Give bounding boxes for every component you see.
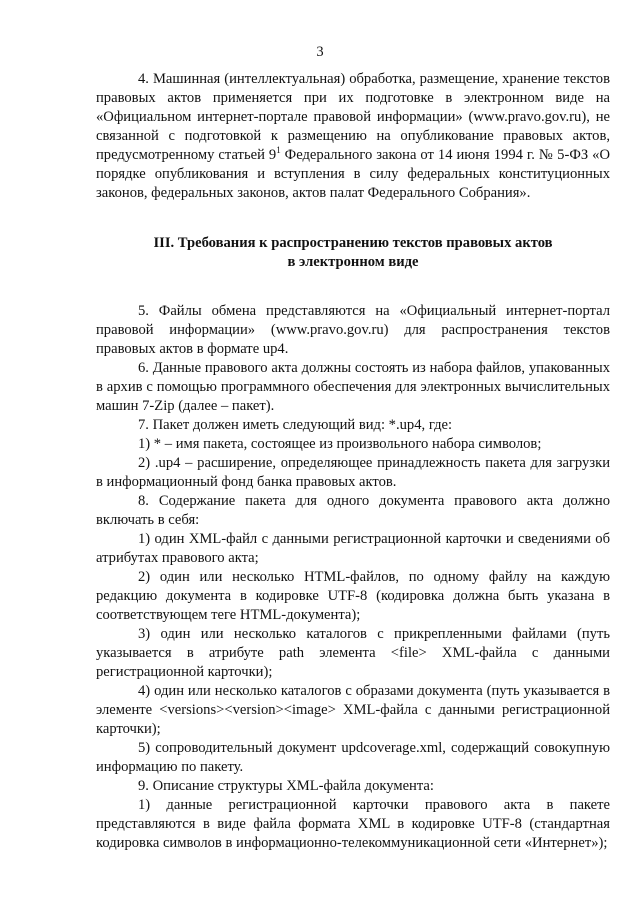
- paragraph-8-item-5: 5) сопроводительный документ updcoverage.xml, содержащий совокупную информацию по пакету.: [96, 740, 610, 775]
- heading-line-1: III. Требования к распространению текстов правовых актов: [153, 235, 553, 251]
- paragraph-8-item-4: 4) один или несколько каталогов с образами документа (путь указывается в элементе <versions><version><image> XML-файла с данными регистрационной карточки);: [96, 683, 610, 737]
- paragraph-8-item-3: 3) один или несколько каталогов с прикрепленными файлами (путь указывается в атрибуте path элемента <file> XML-файла с данными регистрационной карточки);: [96, 626, 610, 680]
- heading-line-2: в электронном виде: [287, 254, 419, 270]
- article-superscript: 1: [276, 145, 281, 156]
- paragraph-4-text: 4. Машинная (интеллектуальная) обработка, размещение, хранение текстов правовых актов применяется при их подготовке в электронном виде на «Официальном интернет-портале правовой информации» (www.pravo.gov.ru), не связанной с подготовкой к размещению на опубликование правовых актов, предусмотренному статьей 9: [96, 71, 610, 163]
- paragraph-7-item-2: 2) .up4 – расширение, определяющее принадлежность пакета для загрузки в информационный фонд банка правовых актов.: [96, 455, 610, 490]
- section-heading: [96, 234, 610, 272]
- paragraph-8-item-2: 2) один или несколько HTML-файлов, по одному файлу на каждую редакцию документа в кодировке UTF-8 (кодировка должна быть указана в соответствующем теге HTML-документа);: [96, 569, 610, 623]
- section-body: [96, 302, 610, 853]
- paragraph-5: 5. Файлы обмена представляются на «Официальный интернет-портал правовой информации» (www.pravo.gov.ru) для распространения текстов правовых актов в формате up4.: [96, 303, 610, 357]
- paragraph-7: 7. Пакет должен иметь следующий вид: *.up4, где:: [138, 417, 453, 433]
- paragraph-8: 8. Содержание пакета для одного документа правового акта должно включать в себя:: [96, 493, 610, 528]
- paragraph-8-item-1: 1) один XML-файл с данными регистрационной карточки и сведениями об атрибутах правового акта;: [96, 531, 610, 566]
- page-number: 3: [316, 44, 324, 60]
- paragraph-4: [96, 70, 610, 203]
- paragraph-9-item-1: 1) данные регистрационной карточки правового акта в пакете представляются в виде файла формата XML в кодировке UTF-8 (стандартная кодировка символов в информационно-телекоммуникационной сети «Интернет»);: [96, 797, 610, 851]
- paragraph-6: 6. Данные правового акта должны состоять из набора файлов, упакованных в архив с помощью программного обеспечения для электронных вычислительных машин 7-Zip (далее – пакет).: [96, 360, 610, 414]
- paragraph-9: 9. Описание структуры XML-файла документа:: [138, 778, 434, 794]
- paragraph-4-text-end: Федерального закона от 14 июня 1994 г. № 5-ФЗ «О порядке опубликования и вступления в силу федеральных конституционных законов, федеральных законов, актов палат Федерального Собрания».: [96, 147, 610, 201]
- paragraph-7-item-1: 1) * – имя пакета, состоящее из произвольного набора символов;: [138, 436, 542, 452]
- section-intro: [96, 70, 610, 203]
